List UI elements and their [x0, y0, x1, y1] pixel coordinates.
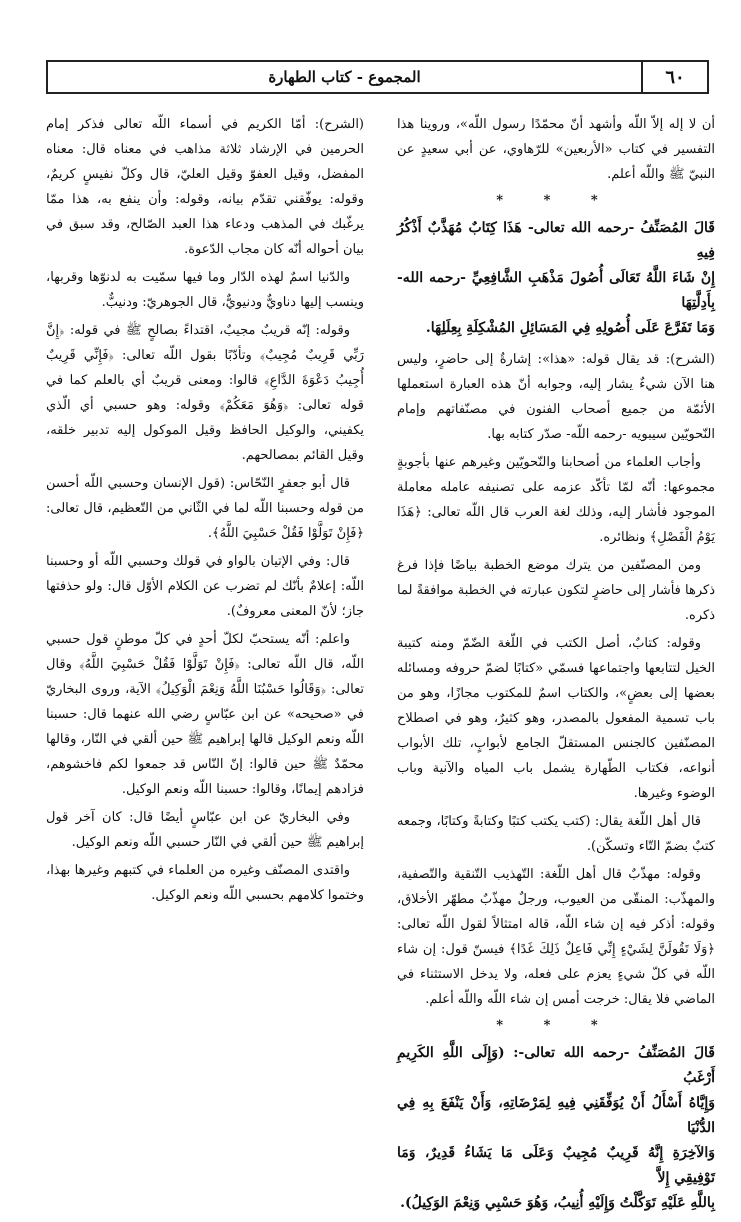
quote-line: وَمَا تَفَرَّعَ عَلَى أُصُولِهِ فِي المَسَائِلِ المُشْكِلَةِ بِعِلَلِهَا. [425, 320, 715, 336]
paragraph: قال أهل اللّغة يقال: (كتب يكتب كتبًا وكتابةً وكتابًا، وجمعه كتبٌ بضمّ التّاء وتسكّن). [397, 814, 715, 854]
left-column [46, 112, 364, 911]
paragraph: وقوله: كتابٌ، أصل الكتب في اللّغة الضّمّ ومنه كتيبة الخيل لتتابعها واجتماعها فسمّي «كتابًا لضمّ حروفه ومسائله بعضها إلى بعضٍ»، والكتاب اسمٌ للمكتوب مجازًا، وهو من باب تسمية المفعول بالمصدر، وهو كثيرٌ، وهو في اصطلاح المصنّفين كالجنس المستقلّ الجامع لأبوابٍ، تلك الأبواب أنواعه، فكتاب الطّهارة يشمل باب المياه والآنية وباب الوضوء وغيرها. [397, 636, 715, 801]
paragraph: وأجاب العلماء من أصحابنا والنّحويّين وغيرهم عنها بأجوبةٍ مجموعها: أنّه لمّا تأكّد عزمه على تصنيفه عامله معاملة الموجود فأشار إليه، وذلك لغة العرب قال اللّه تعالى: ﴿هَذَا يَوْمُ الْفَصْلِ﴾ ونظائره. [397, 455, 715, 545]
quote-line: بِاللَّهِ عَلَيْهِ تَوَكَّلْتُ وَإِلَيْهِ أُنِيبُ، وَهُوَ حَسْبِي وَنِعْمَ الوَكِيلُ). [400, 1195, 715, 1211]
quote-line: وَالآخِرَةِ إِنَّهُ قَرِيبٌ مُجِيبٌ وَعَلَى مَا يَشَاءُ قَدِيرٌ، وَمَا تَوْفِيقِي إِلاَّ [397, 1145, 715, 1186]
page-number: ٦٠ [665, 66, 685, 88]
paragraph: قال: وفي الإتيان بالواو في قولك وحسبي اللّه أو وحسبنا اللّه: إعلامٌ بأنّك لم تضرب عن الكلام الأوّل قال: ولو حذفتها جاز؛ لأنّ المعنى معروفٌ). [46, 554, 364, 619]
quote-line: وَإِيَّاهُ أَسْأَلُ أَنْ يُوَفِّقَنِي فِيهِ لِمَرْضَاتِهِ، وَأَنْ يَنْفَعَ بِهِ فِي الدُّنْيَا [397, 1095, 715, 1136]
paragraph: والدّنيا اسمٌ لهذه الدّار وما فيها سمّيت به لدنوّها وقربها، وينسب إليها دناويٌّ ودنيويٌّ، قال الجوهريّ: ودنيبٌّ. [46, 270, 364, 310]
paragraph: وقوله: مهذّبٌ قال أهل اللّغة: التّهذيب التّنقية والتّصفية، والمهذّب: المنقّى من العيوب، ورجلٌ مهذّبٌ مطهّر الأخلاق، وقوله: أذكر فيه إن شاء اللّه، قاله امتثالاً لقول اللّه تعالى: ﴿وَلَا تَقُولَنَّ لِشَيْءٍ إِنِّي فَاعِلٌ ذَلِكَ غَدًا﴾ فيسنّ قول: إن شاء اللّه في كلّ شيءٍ يعزم على فعله، ولا يدخل الاستثناء في الماضي فلا يقال: خرجت أمس إن شاء اللّه واللّه أعلم. [397, 867, 715, 1007]
author-quote [397, 216, 715, 341]
paragraph: قال أبو جعفرٍ النّحّاس: (قول الإنسان وحسبي اللّه أحسن من قوله وحسبنا اللّه لما في الثّاني من التّعظيم، قال تعالى: ﴿فَإِنْ تَوَلَّوْا فَقُلْ حَسْبِيَ اللَّهُ﴾. [46, 476, 364, 541]
paragraph: واعلم: أنّه يستحبّ لكلّ أحدٍ في كلّ موطنٍ قول حسبي اللّه، قال اللّه تعالى: ﴿فَإِنْ تَوَلَّوْا فَقُلْ حَسْبِيَ اللَّهُ﴾ وقال تعالى: ﴿وَقَالُوا حَسْبُنَا اللَّهُ وَنِعْمَ الْوَكِيلُ﴾ الآية، وروى البخاريّ في «صحيحه» عن ابن عبّاسٍ رضي الله عنهما قال: حسبنا اللّه ونعم الوكيل قالها إبراهيم ﷺ حين ألقي في النّار، وقالها محمّدٌ ﷺ حين قالوا: إنّ النّاس قد جمعوا لكم فاخشوهم، فزادهم إيمانًا، وقالوا: حسبنا اللّه ونعم الوكيل. [46, 632, 364, 797]
quote-line: قَالَ المُصَنِّفُ -رحمه الله تعالى- هَذَا كِتَابٌ مُهَذَّبٌ أَذْكُرُ فِيهِ [397, 220, 715, 261]
quote-line: قَالَ المُصَنِّفُ -رحمه الله تعالى-: (وَإِلَى اللَّهِ الكَرِيمِ أَرْغَبُ [397, 1045, 715, 1086]
right-column [397, 112, 715, 1222]
paragraph: وقوله: إنّه قريبٌ مجيبٌ، اقتداءً بصالحٍ ﷺ في قوله: ﴿إِنَّ رَبِّي قَرِيبٌ مُجِيبٌ﴾ وتأدّبًا بقول اللّه تعالى: ﴿فَإِنِّي قَرِيبٌ أُجِيبُ دَعْوَةَ الدَّاعِ﴾ قالوا: ومعنى قريبٌ أي بالعلم كما في قوله تعالى: ﴿وَهُوَ مَعَكُمْ﴾ وقوله: وهو حسبي أي الّذي يكفيني، والوكيل الحافظ وقيل الموكول إليه تدبير خلقه، وقيل القائم بمصالحهم. [46, 323, 364, 463]
paragraph: وفي البخاريّ عن ابن عبّاسٍ أيضًا قال: كان آخر قول إبراهيم ﷺ حين ألقي في النّار حسبي اللّه ونعم الوكيل. [46, 810, 364, 850]
quote-line: إِنْ شَاءَ اللَّهُ تَعَالَى أُصُولَ مَذْهَبِ الشَّافِعِيِّ -رحمه الله- بِأَدِلَّتِهَا [397, 270, 715, 311]
section-separator: * * * [496, 193, 616, 208]
running-title: المجموع - كتاب الطهارة [48, 62, 643, 92]
author-quote [397, 1041, 715, 1216]
paragraph: (الشرح): قد يقال قوله: «هذا»: إشارةٌ إلى حاضرٍ، وليس هنا الآن شيءٌ يشار إليه، وجوابه أنّ هذه العبارة استعملها الأئمّة من جميع أصحاب الفنون في مصنّفاتهم وإمام النّحويّين سيبويه -رحمه اللّه- صدّر كتابه بها. [397, 352, 715, 442]
page-header [46, 60, 709, 94]
paragraph: أن لا إله إلاّ اللّه وأشهد أنّ محمّدًا رسول اللّه»، وروينا هذا التفسير في كتاب «الأربعين» للرّهاوي، عن أبي سعيدٍ عن النبيّ ﷺ واللّه أعلم. [397, 117, 715, 182]
section-separator: * * * [496, 1018, 616, 1033]
paragraph: ومن المصنّفين من يترك موضع الخطبة بياضًا فإذا فرغ ذكرها فأشار إلى حاضرٍ لتكون عبارته في الخطبة موافقةً لما ذكره. [397, 558, 715, 623]
paragraph: (الشرح): أمّا الكريم في أسماء اللّه تعالى فذكر إمام الحرمين في الإرشاد ثلاثة مذاهب في معناه قال: معناه المفضل، وقيل العفوّ وقيل العليّ، قال وكلّ نفيسٍ كريمٌ، وقوله: يوفّقني تقدّم بيانه، وقوله: وأن ينفع به، هذا ممّا يرغّبك في المذهب ودعاء هذا العبد الصّالح، وقد سبق في بيان أحواله أنّه كان مجاب الدّعوة. [46, 117, 364, 257]
paragraph: واقتدى المصنّف وغيره من العلماء في كتبهم وغيرها بهذا، وختموا كلامهم بحسبي اللّه ونعم الوكيل. [46, 863, 364, 903]
